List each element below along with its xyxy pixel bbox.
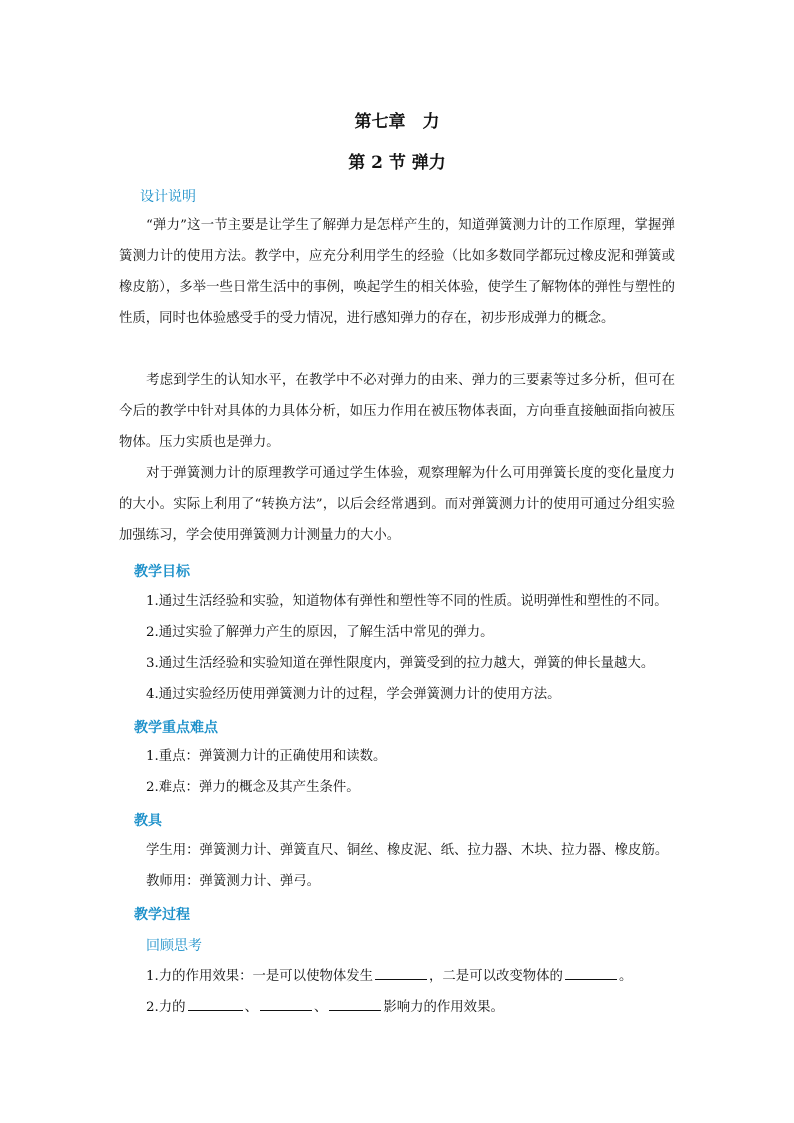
review-question-1	[146, 966, 632, 987]
tools-heading: 教具	[134, 813, 162, 829]
chapter-title: 第七章 力	[354, 112, 440, 132]
goals-heading: 教学目标	[134, 564, 190, 580]
question-1-text-b: ，二是可以改变物体的	[429, 969, 563, 984]
design-heading: 设计说明	[140, 189, 196, 205]
question-2-text-a: 2.力的	[146, 1000, 186, 1015]
process-heading: 教学过程	[134, 907, 190, 923]
design-paragraph-3	[119, 458, 675, 551]
key-point-item-1: 1.重点：弹簧测力计的正确使用和读数。	[146, 749, 387, 764]
goal-item-1: 1.通过生活经验和实验，知道物体有弹性和塑性等不同的性质。说明弹性和塑性的不同。	[146, 594, 668, 609]
design-paragraph-3-text: 对于弹簧测力计的原理教学可通过学生体验，观察理解为什么可用弹簧长度的变化量度力的大小。实际上利用了“转换方法”，以后会经常遇到。而对弹簧测力计的使用可通过分组实验加强练习，学会使用弹簧测力计测量力的大小。	[119, 466, 675, 543]
section-title: 第 2 节 弹力	[348, 153, 446, 173]
goal-item-4: 4.通过实验经历使用弹簧测力计的过程，学会弹簧测力计的使用方法。	[146, 687, 561, 702]
goal-item-3: 3.通过生活经验和实验知道在弹性限度内，弹簧受到的拉力越大，弹簧的伸长量越大。	[146, 656, 655, 671]
review-question-2	[146, 997, 504, 1018]
key-points-heading: 教学重点难点	[134, 720, 218, 736]
answer-blank[interactable]	[260, 997, 312, 1011]
question-1-text-c: 。	[618, 969, 633, 984]
question-2-separator: 、	[313, 1000, 328, 1015]
tools-student: 学生用：弹簧测力计、弹簧直尺、铜丝、橡皮泥、纸、拉力器、木块、拉力器、橡皮筋。	[146, 843, 669, 858]
key-point-item-2: 2.难点：弹力的概念及其产生条件。	[146, 780, 360, 795]
answer-blank[interactable]	[375, 966, 427, 980]
question-1-text-a: 1.力的作用效果：一是可以使物体发生	[146, 969, 374, 984]
design-paragraph-1-text: “弹力”这一节主要是让学生了解弹力是怎样产生的，知道弹簧测力计的工作原理，掌握弹簧测力计的使用方法。教学中，应充分利用学生的经验（比如多数同学都玩过橡皮泥和弹簧或橡皮筋），多举一些日常生活中的事例，唤起学生的相关体验，使学生了解物体的弹性与塑性的性质，同时也体验感受手的受力情况，进行感知弹力的存在，初步形成弹力的概念。	[119, 218, 675, 326]
answer-blank[interactable]	[565, 966, 617, 980]
design-paragraph-2	[119, 365, 675, 458]
tools-teacher: 教师用：弹簧测力计、弹弓。	[146, 874, 321, 889]
goal-item-2: 2.通过实验了解弹力产生的原因，了解生活中常见的弹力。	[146, 625, 494, 640]
process-subheading: 回顾思考	[146, 938, 202, 954]
question-2-separator: 、	[244, 1000, 258, 1015]
design-paragraph-2-text: 考虑到学生的认知水平，在教学中不必对弹力的由来、弹力的三要素等过多分析，但可在今后的教学中针对具体的力具体分析，如压力作用在被压物体表面，方向垂直接触面指向被压物体。压力实质也是弹力。	[119, 373, 675, 450]
design-paragraph-1	[119, 210, 675, 334]
question-2-text-b: 影响力的作用效果。	[383, 1000, 504, 1015]
answer-blank[interactable]	[329, 997, 381, 1011]
answer-blank[interactable]	[188, 997, 243, 1011]
